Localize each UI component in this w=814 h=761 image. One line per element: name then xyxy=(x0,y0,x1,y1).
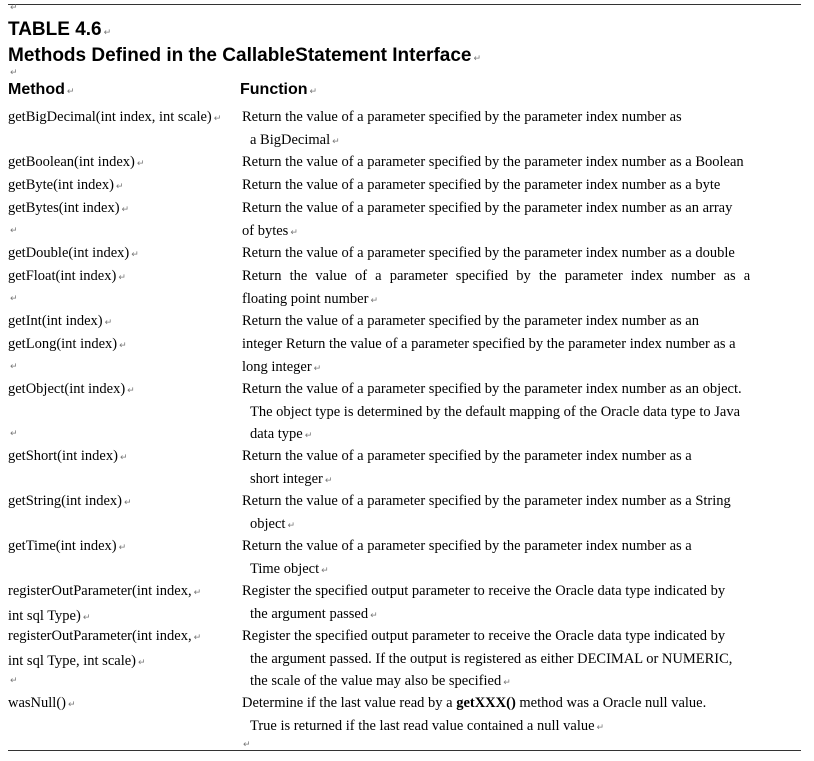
table-row-method: registerOutParameter(int index, ↵ int sql Type) ↵ xyxy=(8,583,202,624)
table-row-function: Return the value of a parameter specified by the parameter index number as a String object ↵ xyxy=(242,493,731,532)
paragraph-mark-icon: ↵ xyxy=(309,87,318,97)
table-row-method: getShort(int index) ↵ xyxy=(8,448,128,464)
paragraph-mark-icon: ↵ xyxy=(10,294,18,304)
bottom-rule xyxy=(8,750,801,751)
table-row-function: Determine if the last value read by a getXXX() method was a Oracle null value. True is returned if the last read value contained a null value ↵ xyxy=(242,695,707,734)
paragraph-mark-icon: ↵ xyxy=(10,226,18,236)
table-row-method: registerOutParameter(int index, ↵ int sql Type, int scale) ↵ xyxy=(8,628,202,669)
table-caption: Methods Defined in the CallableStatement Interface ↵ xyxy=(8,45,482,66)
top-rule xyxy=(8,4,801,5)
paragraph-mark-icon: ↵ xyxy=(10,68,18,78)
table-row-method: wasNull() ↵ xyxy=(8,695,76,711)
table-row-function: Return the value of a parameter specified by the parameter index number as an object. The object type is determined by the default mapping of the Oracle data type to Java data type ↵ xyxy=(242,381,742,442)
table-row-function: Return the value of a parameter specified by the parameter index number as an array of bytes ↵ xyxy=(242,200,733,239)
table-row-method: getByte(int index) ↵ xyxy=(8,177,124,193)
table-number: TABLE 4.6 ↵ xyxy=(8,19,112,40)
table-row-function: Register the specified output parameter to receive the Oracle data type indicated by the argument passed ↵ xyxy=(242,583,726,622)
column-header-function: Function ↵ xyxy=(240,81,318,98)
table-row-function: Return the value of a parameter specified by the parameter index number as a double xyxy=(242,245,735,261)
paragraph-mark-icon: ↵ xyxy=(10,429,18,439)
paragraph-mark-icon: ↵ xyxy=(103,28,112,38)
paragraph-mark-icon: ↵ xyxy=(243,740,251,750)
column-header-method: Method ↵ xyxy=(8,81,75,98)
table-row-function: Return the value of a parameter specified by the parameter index number as a Time object ↵ xyxy=(242,538,692,577)
table-row-function: Return the value of a parameter specified by the parameter index number as a Boolean xyxy=(242,154,744,170)
table-row-method: getTime(int index) ↵ xyxy=(8,538,127,554)
table-row-method: getBigDecimal(int index, int scale) ↵ xyxy=(8,109,222,125)
table-row-method: getDouble(int index) ↵ xyxy=(8,245,139,261)
paragraph-mark-icon: ↵ xyxy=(473,54,482,64)
table-row-function: Return the value of a parameter specified by the parameter index number as a floating point number ↵ xyxy=(242,268,751,307)
table-row-function: Register the specified output parameter to receive the Oracle data type indicated by the argument passed. If the output is registered as either DECIMAL or NUMERIC, the scale of the value may also be specified ↵ xyxy=(242,628,733,689)
table-row-function: Return the value of a parameter specified by the parameter index number as a BigDecimal ↵ xyxy=(242,109,682,148)
table-row-function: integer Return the value of a parameter specified by the parameter index number as a long integer ↵ xyxy=(242,336,736,375)
table-row-method: getFloat(int index) ↵ xyxy=(8,268,126,284)
table-row-method: getBoolean(int index) ↵ xyxy=(8,154,145,170)
table-row-function: Return the value of a parameter specified by the parameter index number as an xyxy=(242,313,699,329)
table-row-method: getObject(int index) ↵ xyxy=(8,381,135,397)
table-row-function: Return the value of a parameter specified by the parameter index number as a short integer ↵ xyxy=(242,448,692,487)
paragraph-mark-icon: ↵ xyxy=(10,362,18,372)
paragraph-mark-icon: ↵ xyxy=(10,3,18,13)
table-row-method: getBytes(int index) ↵ xyxy=(8,200,130,216)
table-row-method: getInt(int index) ↵ xyxy=(8,313,113,329)
paragraph-mark-icon: ↵ xyxy=(10,676,18,686)
paragraph-mark-icon: ↵ xyxy=(66,87,75,97)
table-row-method: getString(int index) ↵ xyxy=(8,493,132,509)
table-row-method: getLong(int index) ↵ xyxy=(8,336,127,352)
table-row-function: Return the value of a parameter specified by the parameter index number as a byte xyxy=(242,177,721,193)
